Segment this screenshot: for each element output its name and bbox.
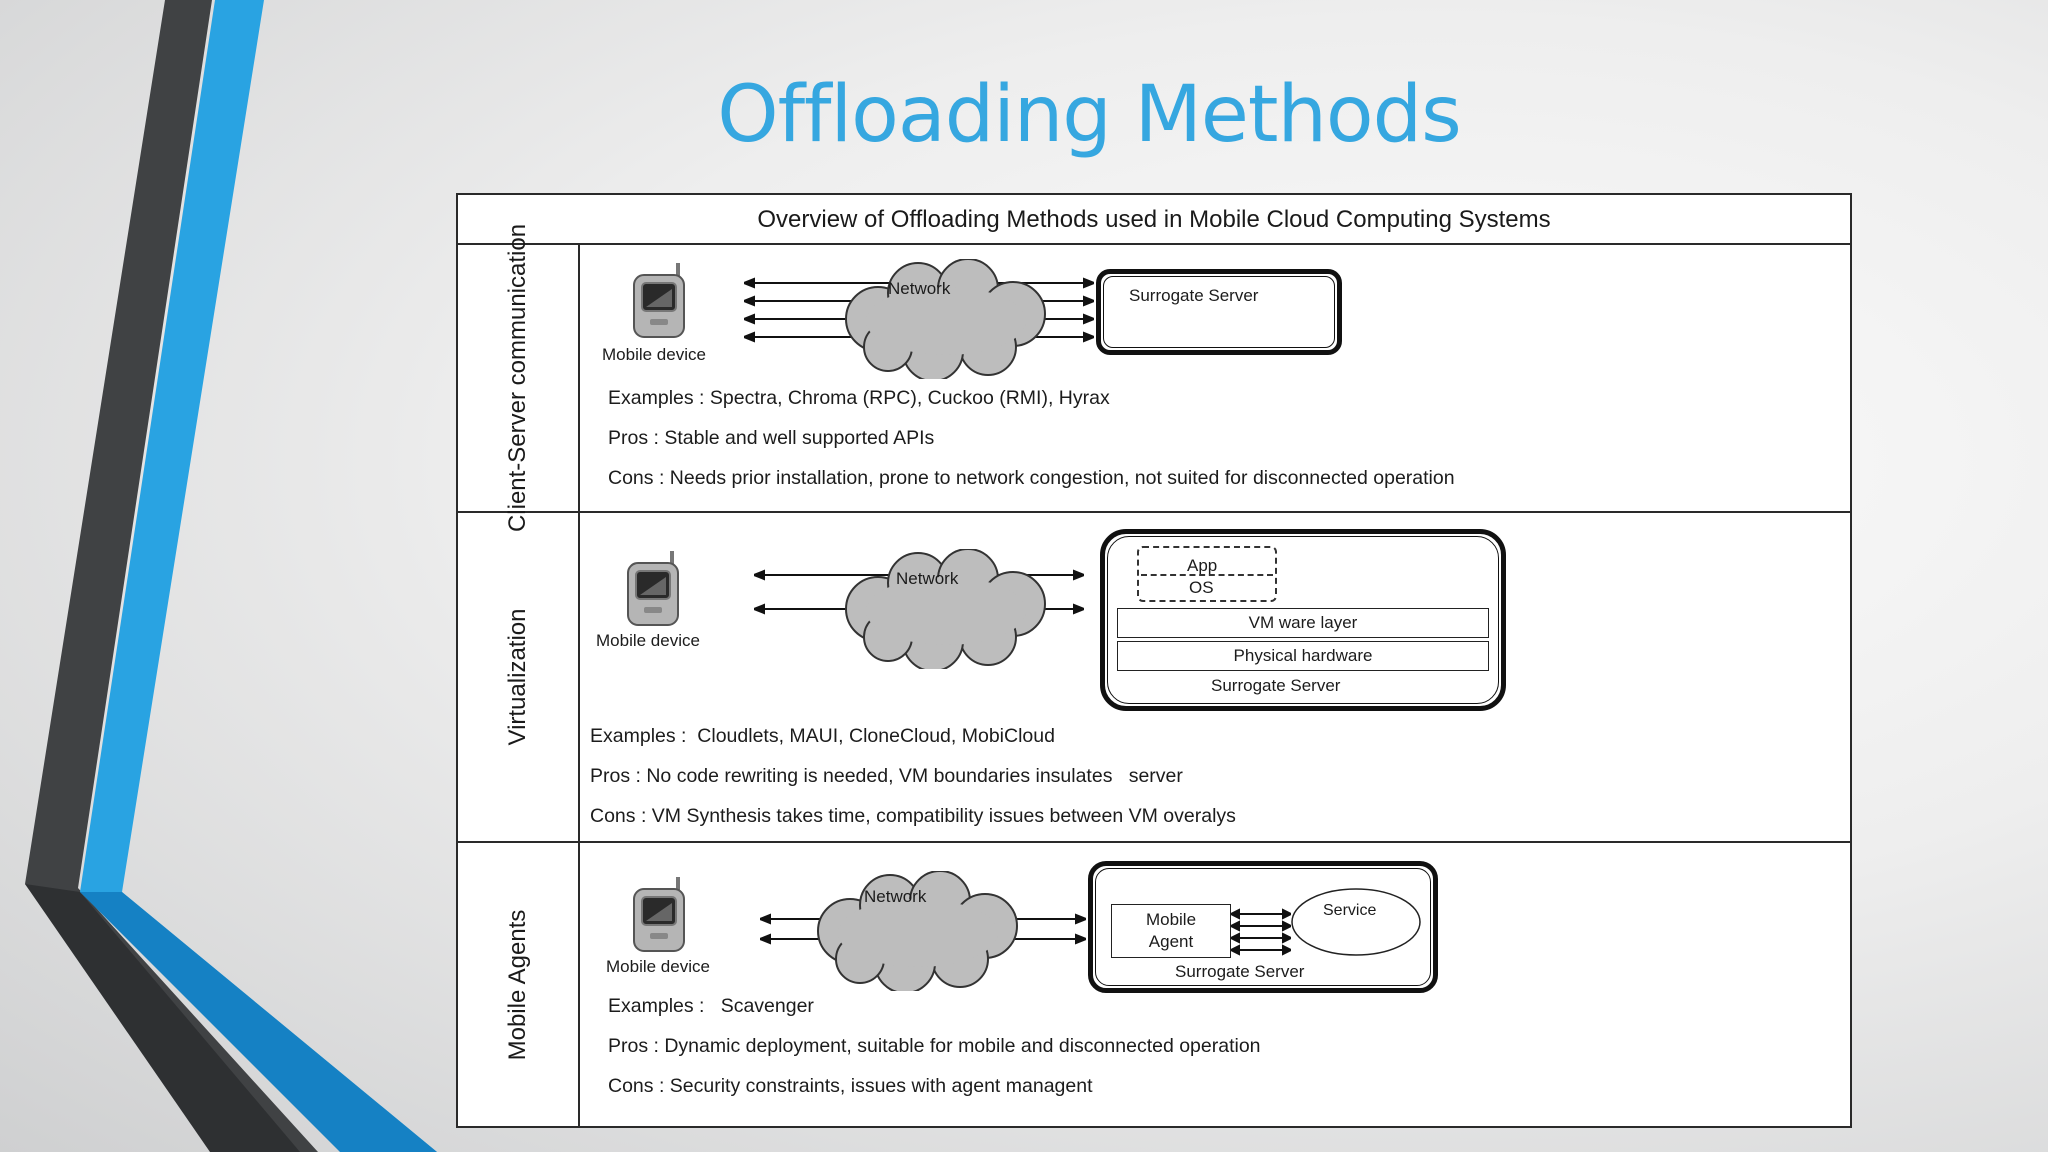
examples-text: Examples : Cloudlets, MAUI, CloneCloud, MobiCloud bbox=[590, 725, 1055, 747]
surrogate-server-box bbox=[1096, 269, 1342, 355]
physical-hardware-layer: Physical hardware bbox=[1117, 641, 1489, 671]
row-label-text: Client-Server communication bbox=[504, 223, 531, 533]
agent-label-line-2: Agent bbox=[1148, 932, 1194, 951]
os-label: OS bbox=[1189, 578, 1214, 597]
network-label: Network bbox=[896, 569, 959, 588]
mobile-phone-icon bbox=[630, 263, 690, 339]
row-label-client-server bbox=[458, 223, 580, 533]
network-cloud-icon bbox=[838, 259, 1058, 379]
row-label-text: Virtualization bbox=[504, 608, 531, 746]
cons-text: Cons : Needs prior installation, prone to network congestion, not suited for disconnected operation bbox=[608, 467, 1455, 489]
agent-service-arrows bbox=[1231, 906, 1291, 956]
row-label-virtualization bbox=[458, 513, 580, 841]
offloading-methods-figure bbox=[456, 193, 1852, 1128]
service-node bbox=[1289, 886, 1423, 958]
row-client-server bbox=[458, 223, 1850, 533]
device-label: Mobile device bbox=[602, 345, 706, 364]
agent-label-line-1: Mobile bbox=[1145, 910, 1197, 929]
slide-title: Offloading Methods bbox=[717, 70, 1461, 160]
network-label: Network bbox=[864, 887, 927, 906]
server-label: Surrogate Server bbox=[1175, 962, 1305, 981]
surrogate-server-box bbox=[1100, 529, 1506, 711]
row-label-text: Mobile Agents bbox=[504, 909, 531, 1060]
row-virtualization bbox=[458, 513, 1850, 843]
pros-text: Pros : Dynamic deployment, suitable for mobile and disconnected operation bbox=[608, 1035, 1261, 1057]
device-label: Mobile device bbox=[596, 631, 700, 650]
vm-ware-layer: VM ware layer bbox=[1117, 608, 1489, 638]
app-label: App bbox=[1187, 556, 1218, 575]
network-cloud-icon bbox=[838, 549, 1058, 669]
mobile-phone-icon bbox=[624, 551, 684, 627]
figure-caption: Overview of Offloading Methods used in Mobile Cloud Computing Systems bbox=[458, 195, 1850, 245]
mobile-agent-box bbox=[1111, 904, 1231, 958]
cons-text: Cons : Security constraints, issues with agent managent bbox=[608, 1075, 1093, 1097]
pros-text: Pros : No code rewriting is needed, VM boundaries insulates server bbox=[590, 765, 1183, 787]
row-mobile-agents bbox=[458, 843, 1850, 1126]
examples-text: Examples : Spectra, Chroma (RPC), Cuckoo (RMI), Hyrax bbox=[608, 387, 1110, 409]
cons-text: Cons : VM Synthesis takes time, compatibility issues between VM overalys bbox=[590, 805, 1236, 827]
examples-text: Examples : Scavenger bbox=[608, 995, 814, 1017]
network-label: Network bbox=[888, 279, 951, 298]
pros-text: Pros : Stable and well supported APIs bbox=[608, 427, 935, 449]
mobile-phone-icon bbox=[630, 877, 690, 953]
surrogate-server-box bbox=[1088, 861, 1438, 993]
service-label: Service bbox=[1323, 902, 1377, 919]
row-label-mobile-agents bbox=[458, 843, 580, 1126]
server-label: Surrogate Server bbox=[1129, 286, 1259, 305]
server-label: Surrogate Server bbox=[1211, 676, 1341, 695]
device-label: Mobile device bbox=[606, 957, 710, 976]
